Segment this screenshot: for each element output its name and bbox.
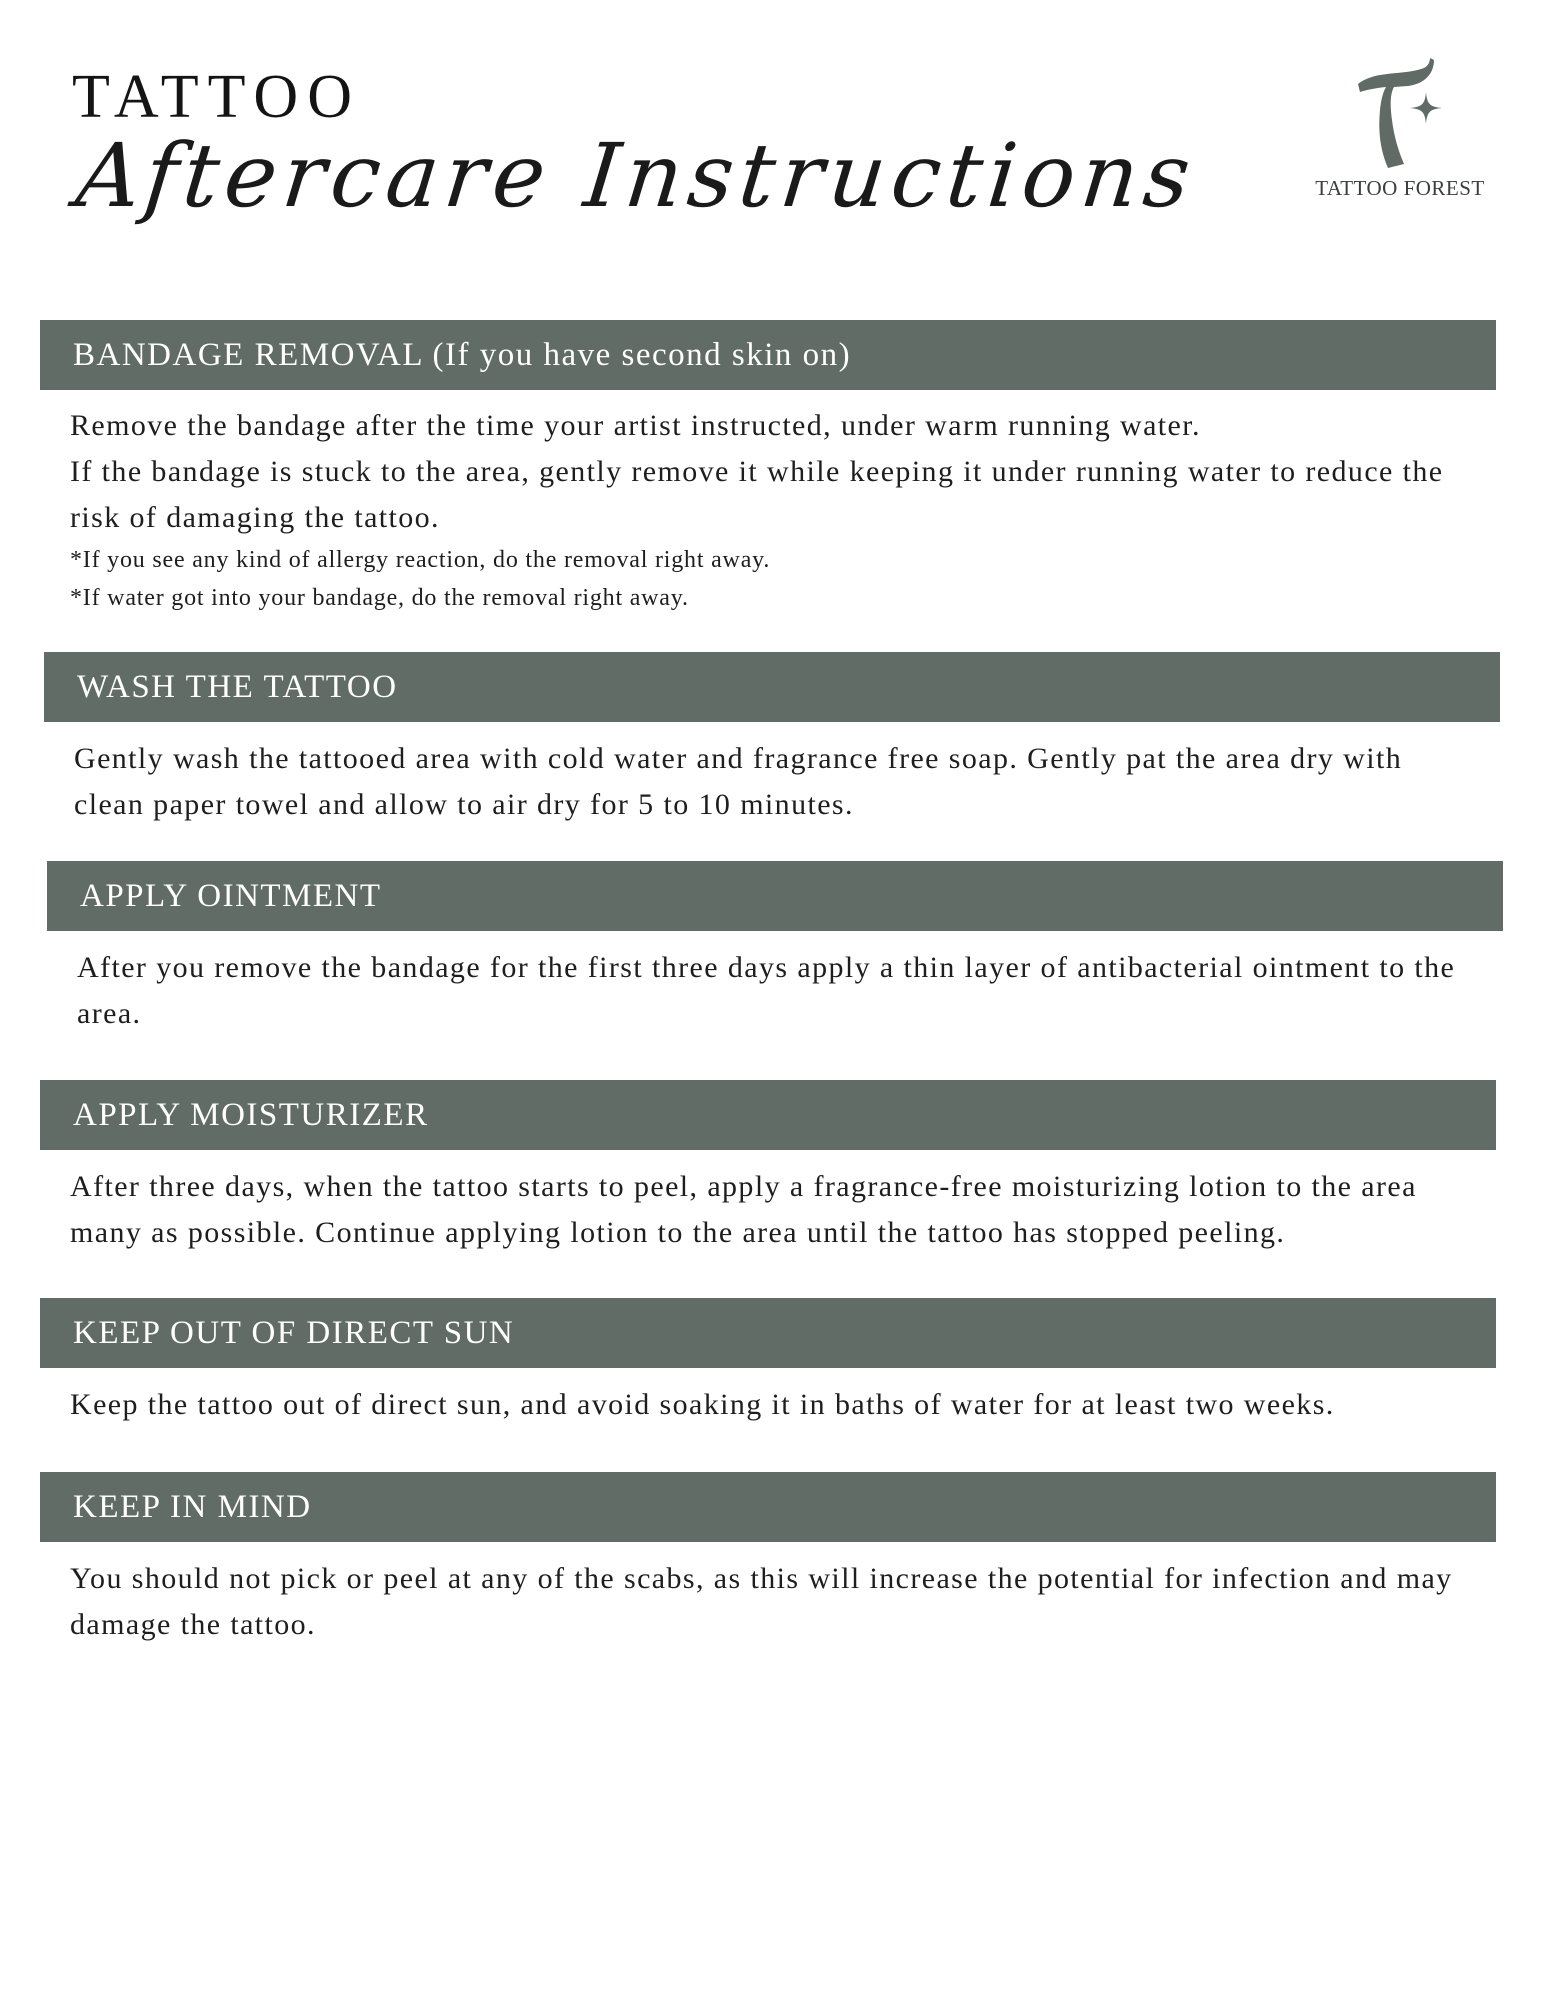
paragraph: After three days, when the tattoo starts to peel, apply a fragrance-free moisturizing lotion to the area many as possible. Continue applying lotion to the area until the tattoo has stopped peeling.	[70, 1170, 1417, 1249]
section-body-apply-moisturizer	[70, 1164, 1470, 1256]
section-header-keep-out-of-direct-sun	[40, 1298, 1496, 1368]
section-heading: KEEP IN MIND	[73, 1488, 312, 1525]
paragraph: You should not pick or peel at any of the scabs, as this will increase the potential for infection and may damage the tattoo.	[70, 1562, 1453, 1641]
note: *If you see any kind of allergy reaction, do the removal right away.	[70, 547, 771, 573]
note: *If water got into your bandage, do the removal right away.	[70, 585, 689, 611]
section-header-bandage-removal	[40, 320, 1496, 390]
section-body-wash-the-tattoo	[74, 736, 1474, 828]
section-header-apply-ointment	[47, 861, 1503, 931]
section-heading: APPLY OINTMENT	[80, 877, 382, 914]
page-subtitle: Aftercare Instructions	[71, 124, 1201, 227]
paragraph: Remove the bandage after the time your artist instructed, under warm running water.	[70, 409, 1201, 442]
section-header-wash-the-tattoo	[44, 652, 1500, 722]
brand-name: TATTOO FOREST	[1315, 176, 1485, 200]
section-body-apply-ointment	[77, 945, 1477, 1037]
section-body-keep-out-of-direct-sun	[70, 1382, 1470, 1428]
section-header-keep-in-mind	[40, 1472, 1496, 1542]
page-title: TATTOO	[72, 63, 361, 131]
paragraph: After you remove the bandage for the first three days apply a thin layer of antibacterial ointment to the area.	[77, 951, 1456, 1030]
section-body-keep-in-mind	[70, 1556, 1470, 1648]
section-heading: KEEP OUT OF DIRECT SUN	[73, 1314, 515, 1351]
section-heading: WASH THE TATTOO	[77, 668, 398, 705]
section-header-apply-moisturizer	[40, 1080, 1496, 1150]
section-heading: APPLY MOISTURIZER	[73, 1096, 429, 1133]
section-body-bandage-removal	[70, 403, 1470, 617]
paragraph: If the bandage is stuck to the area, gently remove it while keeping it under running water to reduce the risk of damaging the tattoo.	[70, 455, 1444, 534]
tattoo-forest-logo-icon	[1350, 58, 1450, 170]
brand-logo	[1300, 58, 1500, 201]
paragraph: Gently wash the tattooed area with cold water and fragrance free soap. Gently pat the area dry with clean paper towel and allow to air dry for 5 to 10 minutes.	[74, 742, 1403, 821]
section-heading: BANDAGE REMOVAL (If you have second skin on)	[73, 336, 852, 373]
paragraph: Keep the tattoo out of direct sun, and avoid soaking it in baths of water for at least two weeks.	[70, 1388, 1335, 1421]
